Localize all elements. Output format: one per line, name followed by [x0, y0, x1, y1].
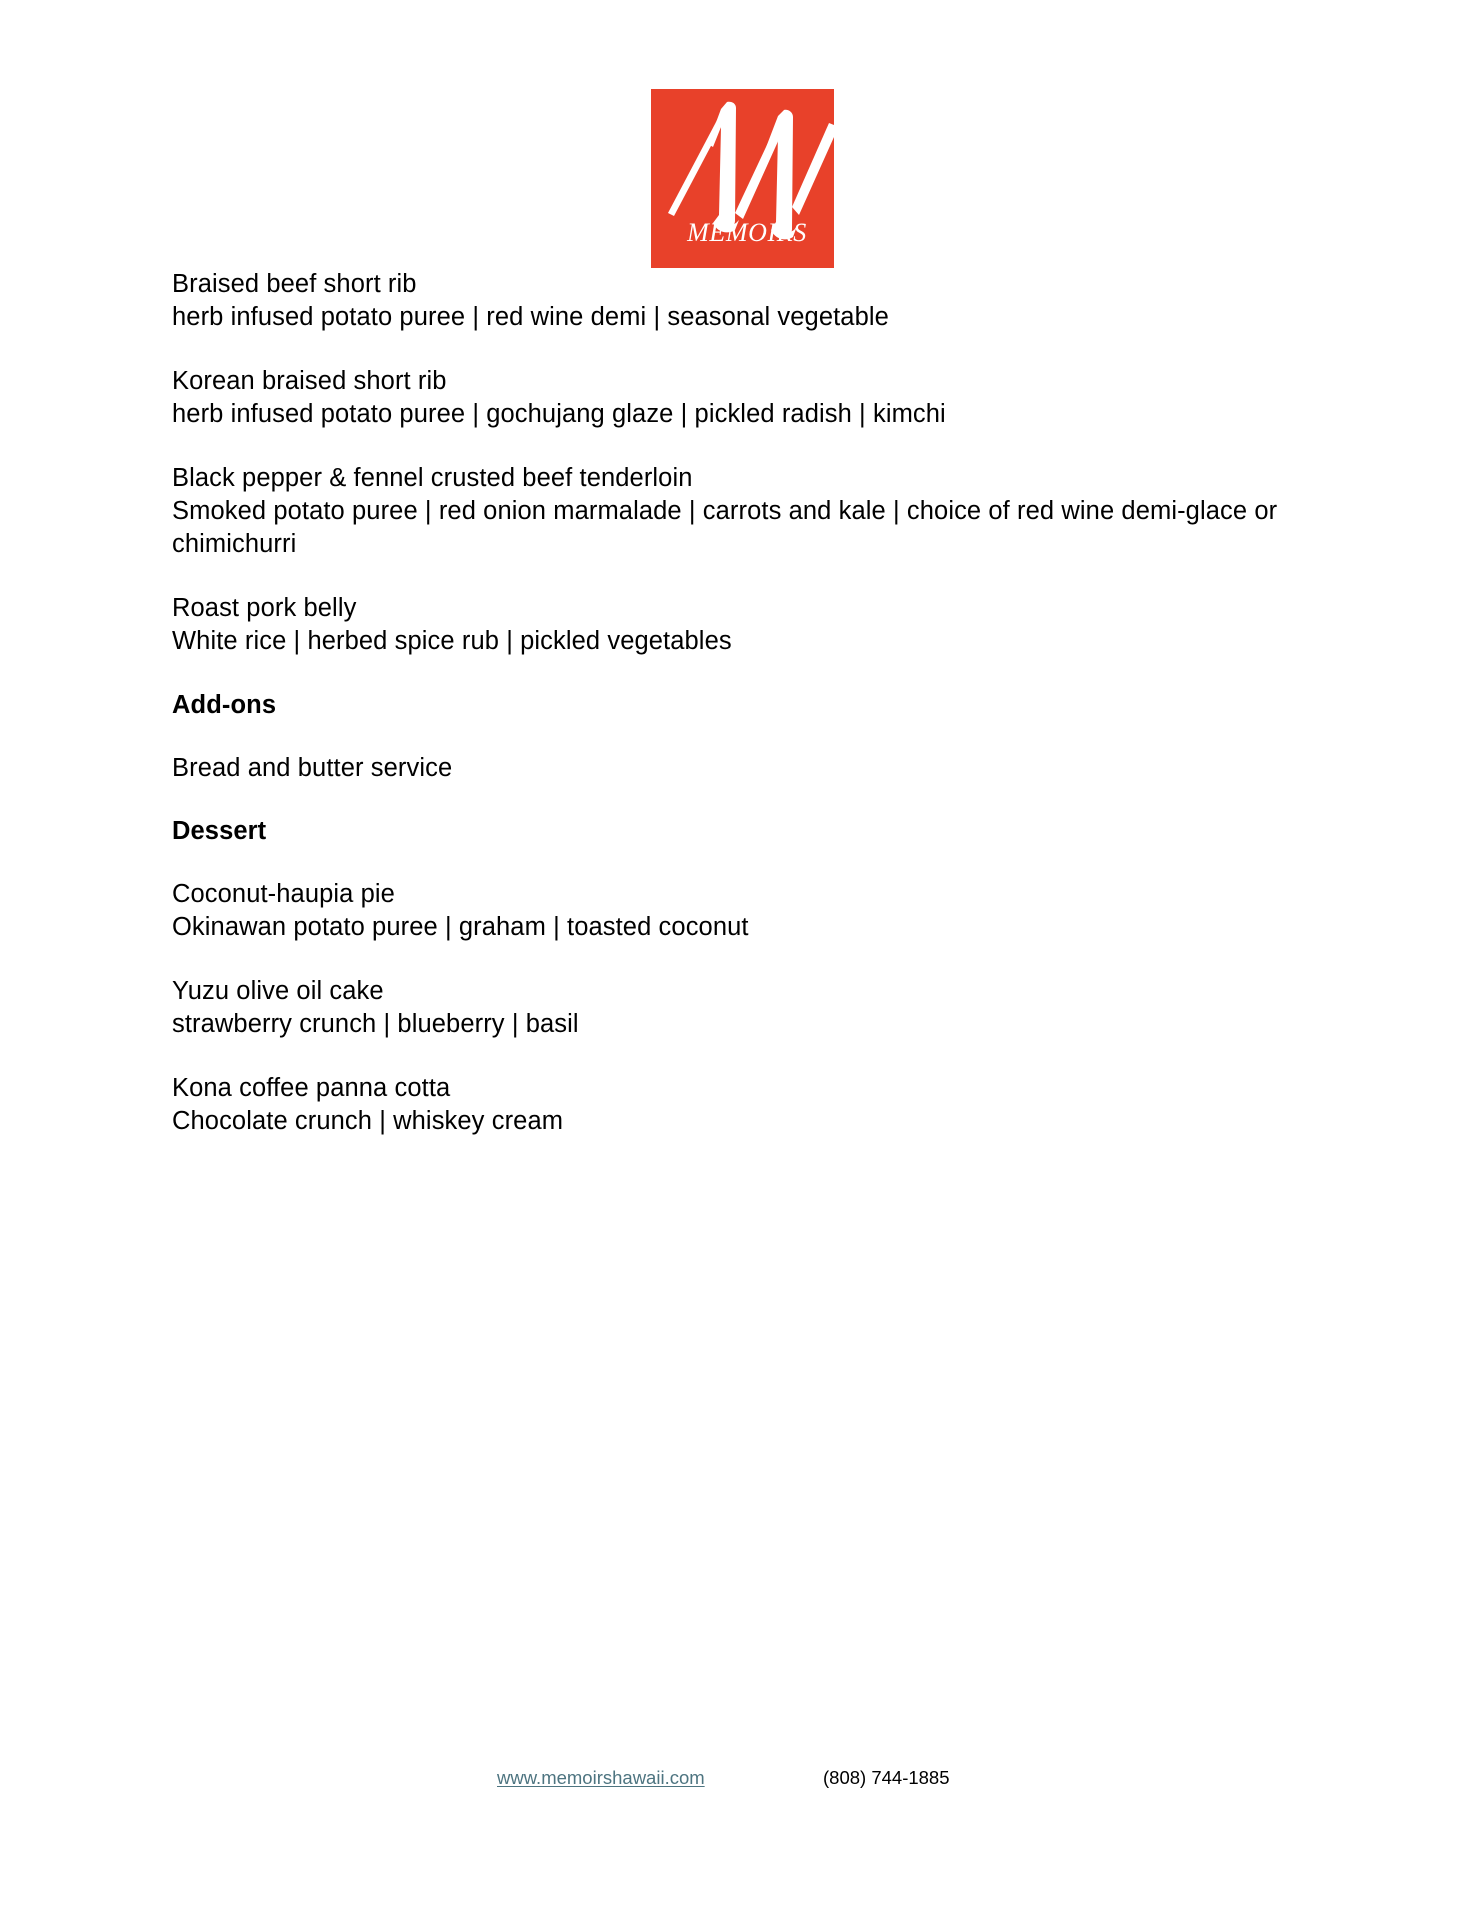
dish-name: Coconut-haupia pie — [172, 880, 395, 908]
menu-item — [172, 365, 1332, 431]
section-heading: Add-ons — [172, 691, 277, 719]
page-footer — [0, 1765, 1484, 1805]
dish-name: Korean braised short rib — [172, 367, 447, 395]
menu-item — [172, 462, 1332, 561]
memoirs-logo-icon — [651, 89, 834, 268]
menu-item — [172, 592, 1332, 658]
dish-name: Yuzu olive oil cake — [172, 977, 384, 1005]
menu-item — [172, 268, 1332, 334]
dish-description: strawberry crunch | blueberry | basil — [172, 1010, 579, 1038]
dish-name: Kona coffee panna cotta — [172, 1074, 451, 1102]
website-link[interactable]: www.memoirshawaii.com — [497, 1767, 705, 1788]
menu-item — [172, 1072, 1332, 1138]
menu-content — [172, 268, 1332, 1138]
section-heading: Dessert — [172, 817, 267, 845]
dish-description: Smoked potato puree | red onion marmalade | carrots and kale | choice of red wine demi-glace or chimichurri — [172, 497, 1285, 558]
phone-number: (808) 744-1885 — [823, 1767, 950, 1788]
dish-description: herb infused potato puree | gochujang glaze | pickled radish | kimchi — [172, 400, 946, 428]
logo-wordmark-text: MEMOIRS — [687, 218, 807, 247]
dish-name: Roast pork belly — [172, 594, 357, 622]
dish-description: Chocolate crunch | whiskey cream — [172, 1107, 564, 1135]
add-on-label: Bread and butter service — [172, 754, 453, 782]
dish-description: White rice | herbed spice rub | pickled vegetables — [172, 627, 732, 655]
dish-name: Black pepper & fennel crusted beef tenderloin — [172, 464, 693, 492]
dish-name: Braised beef short rib — [172, 270, 417, 298]
dish-description: herb infused potato puree | red wine demi | seasonal vegetable — [172, 303, 889, 331]
dish-description: Okinawan potato puree | graham | toasted coconut — [172, 913, 749, 941]
section-add-ons — [172, 689, 1332, 722]
logo-mark-svg — [651, 89, 834, 268]
add-on-item — [172, 752, 1332, 785]
menu-item — [172, 878, 1332, 944]
section-dessert — [172, 815, 1332, 848]
menu-item — [172, 975, 1332, 1041]
